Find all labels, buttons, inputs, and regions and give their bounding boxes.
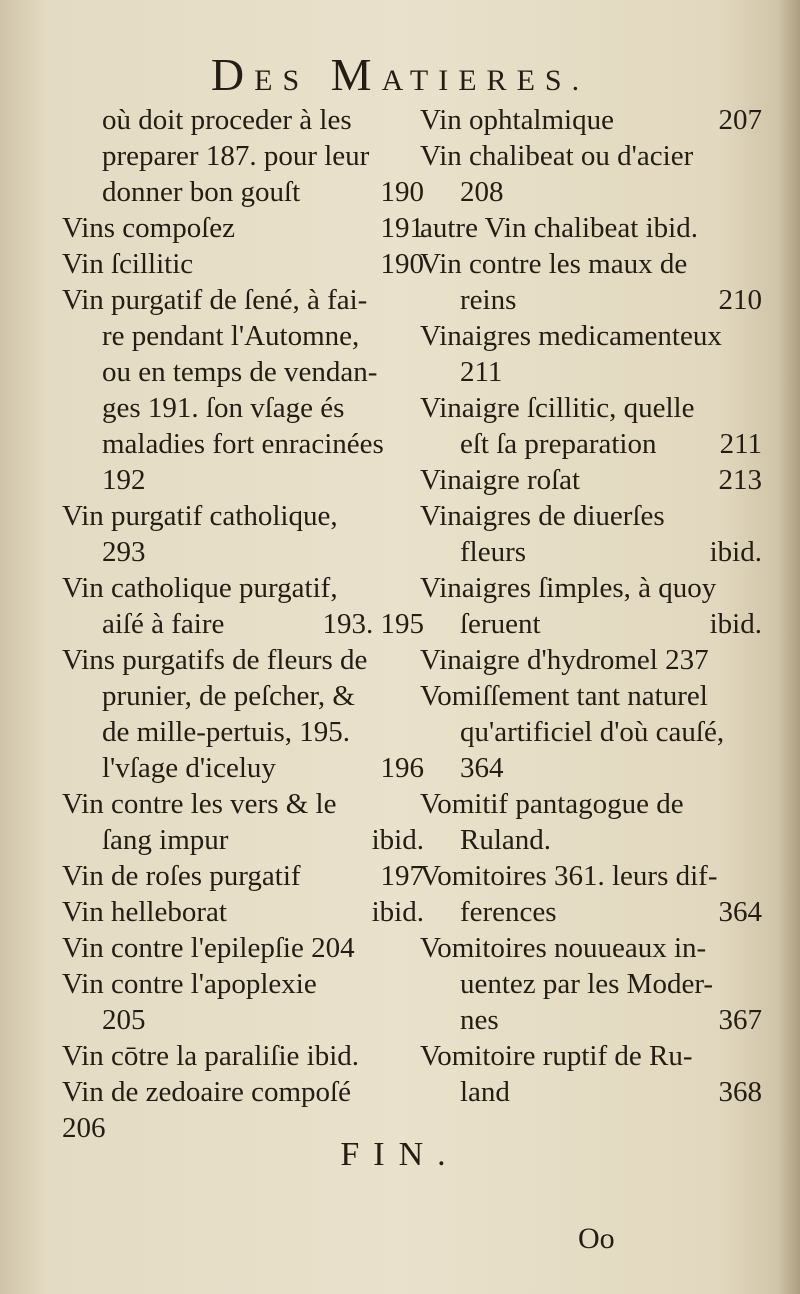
index-entry-text: eſt ſa preparation — [460, 428, 657, 460]
index-entry-text: Vin chalibeat ou d'acier — [420, 140, 694, 172]
index-entry-text: Vomitoire ruptif de Ru- — [420, 1040, 693, 1072]
index-entry — [62, 462, 442, 498]
index-entry — [420, 1002, 780, 1038]
index-entry-page: 191 — [380, 212, 424, 244]
index-entry-text: ferences — [460, 896, 557, 928]
index-entry-text: ſeruent — [460, 608, 541, 640]
index-entry-text: Vinaigres ſimples, à quoy — [420, 572, 717, 604]
header-es: ES — [254, 64, 310, 97]
index-entry-page: 364 — [718, 896, 762, 928]
index-entry — [420, 390, 780, 426]
index-entry-text: Vomiſſement tant naturel — [420, 680, 708, 712]
index-entry-text: Vinaigres de diuerſes — [420, 500, 665, 532]
index-entry — [62, 282, 442, 318]
index-entry-page: 196 — [380, 752, 424, 784]
index-entry — [420, 930, 780, 966]
index-entry-text: ſang impur — [102, 824, 229, 856]
index-entry-text: land — [460, 1076, 510, 1108]
index-entry-page: ibid. — [709, 608, 762, 640]
index-entry — [62, 894, 442, 930]
index-entry-text: Vin contre l'apoplexie — [62, 968, 317, 1000]
index-entry — [62, 930, 442, 966]
index-entry-text: qu'artificiel d'où cauſé, — [460, 716, 725, 748]
index-entry — [62, 750, 442, 786]
index-entry — [420, 282, 780, 318]
index-entry-text: Vin purgatif catholique, — [62, 500, 338, 532]
index-entry-text: Vin contre l'epilepſie 204 — [62, 932, 355, 964]
index-entry — [420, 678, 780, 714]
index-entry-page: 213 — [718, 464, 762, 496]
index-entry — [420, 894, 780, 930]
index-entry-text: reins — [460, 284, 517, 316]
index-entry — [420, 210, 780, 246]
index-entry — [420, 570, 780, 606]
index-entry — [62, 246, 442, 282]
index-entry — [62, 606, 442, 642]
index-entry-page: 368 — [718, 1076, 762, 1108]
index-entry — [420, 534, 780, 570]
index-entry — [62, 714, 442, 750]
signature-mark: Oo — [578, 1222, 615, 1255]
index-entry — [420, 462, 780, 498]
index-entry — [62, 174, 442, 210]
running-header — [0, 48, 800, 101]
index-entry-text: Vin de roſes purgatif — [62, 860, 301, 892]
index-entry-text: aiſé à faire — [102, 608, 225, 640]
index-entry-text: Vin contre les maux de — [420, 248, 688, 280]
index-entry — [62, 786, 442, 822]
index-entry-text: maladies fort enracinées — [102, 428, 384, 460]
index-entry-page: ibid. — [371, 824, 424, 856]
index-entry-text: où doit proceder à les — [102, 104, 352, 136]
index-entry — [62, 678, 442, 714]
index-entry — [420, 822, 780, 858]
index-entry — [420, 246, 780, 282]
index-entry-page: 367 — [718, 1004, 762, 1036]
index-entry-page: 210 — [718, 284, 762, 316]
index-entry-page: 207 — [718, 104, 762, 136]
index-entry-text: Vin helleborat — [62, 896, 227, 928]
index-entry-text: Vomitoires nouueaux in- — [420, 932, 707, 964]
index-column-left — [62, 102, 442, 1146]
index-entry-text: Vin ſcillitic — [62, 248, 194, 280]
index-entry-text: ges 191. ſon vſage és — [102, 392, 345, 424]
index-column-right — [420, 102, 780, 1110]
index-entry-text: Vin purgatif de ſené, à fai- — [62, 284, 368, 316]
index-entry-text: prunier, de peſcher, & — [102, 680, 355, 712]
index-entry — [420, 858, 780, 894]
index-entry-text: 205 — [102, 1004, 146, 1036]
index-entry-text: 206 — [62, 1112, 106, 1144]
index-entry — [62, 498, 442, 534]
index-entry-text: l'vſage d'iceluy — [102, 752, 276, 784]
header-atieres: ATIERES. — [381, 64, 590, 97]
index-entry — [420, 966, 780, 1002]
index-entry — [62, 138, 442, 174]
index-entry-text: Vinaigres medicamenteux — [420, 320, 722, 352]
index-entry — [420, 750, 780, 786]
index-entry-page: ibid. — [709, 536, 762, 568]
index-entry — [62, 390, 442, 426]
index-entry — [62, 1038, 442, 1074]
index-entry-text: ou en temps de vendan- — [102, 356, 378, 388]
index-entry-text: Vin contre les vers & le — [62, 788, 337, 820]
index-entry — [420, 786, 780, 822]
index-entry — [62, 534, 442, 570]
index-entry — [420, 354, 780, 390]
index-entry — [420, 714, 780, 750]
index-entry — [62, 1002, 442, 1038]
index-entry-text: Vin ophtalmique — [420, 104, 614, 136]
index-entry — [62, 642, 442, 678]
index-entry-text: de mille-pertuis, 195. — [102, 716, 351, 748]
index-entry — [420, 174, 780, 210]
index-entry — [62, 102, 442, 138]
index-entry-text: preparer 187. pour leur — [102, 140, 370, 172]
index-entry-text: Vinaigre ſcillitic, quelle — [420, 392, 695, 424]
index-entry — [62, 966, 442, 1002]
index-entry-page: 211 — [719, 428, 762, 460]
index-entry-page: 193. 195 — [322, 608, 424, 640]
index-entry — [420, 426, 780, 462]
index-entry-text: Vinaigre d'hydromel 237 — [420, 644, 709, 676]
index-entry-text: Vins compoſez — [62, 212, 236, 244]
index-entry — [62, 426, 442, 462]
index-entry — [420, 642, 780, 678]
index-entry-text: Vin de zedoaire compoſé — [62, 1076, 351, 1108]
index-entry — [62, 318, 442, 354]
index-entry-text: Vins purgatifs de fleurs de — [62, 644, 368, 676]
index-entry-page: 197 — [380, 860, 424, 892]
header-m: M — [330, 49, 382, 100]
index-entry — [62, 858, 442, 894]
index-entry — [62, 822, 442, 858]
index-entry-page: 190 — [380, 248, 424, 280]
index-entry-page: ibid. — [371, 896, 424, 928]
index-entry-text: 364 — [460, 752, 504, 784]
index-entry — [62, 354, 442, 390]
index-entry — [420, 138, 780, 174]
index-entry — [420, 102, 780, 138]
fin-footer: FIN. — [340, 1136, 460, 1173]
index-entry-text: Vin catholique purgatif, — [62, 572, 338, 604]
index-entry — [420, 318, 780, 354]
index-entry — [62, 210, 442, 246]
index-entry — [420, 1038, 780, 1074]
index-entry-text: uentez par les Moder- — [460, 968, 714, 1000]
index-entry-text: 211 — [460, 356, 503, 388]
index-entry-text: donner bon gouſt — [102, 176, 301, 208]
index-entry-text: 293 — [102, 536, 146, 568]
index-entry-text: 192 — [102, 464, 146, 496]
index-entry-text: Vomitif pantagogue de — [420, 788, 684, 820]
index-entry-text: autre Vin chalibeat ibid. — [420, 212, 698, 244]
index-entry — [420, 606, 780, 642]
header-d: D — [210, 49, 255, 100]
index-entry — [420, 1074, 780, 1110]
index-entry-text: Ruland. — [460, 824, 552, 856]
index-entry-text: Vomitoires 361. leurs dif- — [420, 860, 718, 892]
index-entry — [62, 570, 442, 606]
page-edge-shadow — [778, 0, 800, 1294]
index-entry-text: Vin cōtre la paraliſie ibid. — [62, 1040, 360, 1072]
index-entry — [420, 498, 780, 534]
index-entry-page: 190 — [380, 176, 424, 208]
index-entry-text: fleurs — [460, 536, 527, 568]
index-entry-text: nes — [460, 1004, 499, 1036]
index-entry-text: Vinaigre roſat — [420, 464, 581, 496]
index-entry-text: re pendant l'Automne, — [102, 320, 360, 352]
index-entry-text: 208 — [460, 176, 504, 208]
index-entry — [62, 1074, 442, 1110]
